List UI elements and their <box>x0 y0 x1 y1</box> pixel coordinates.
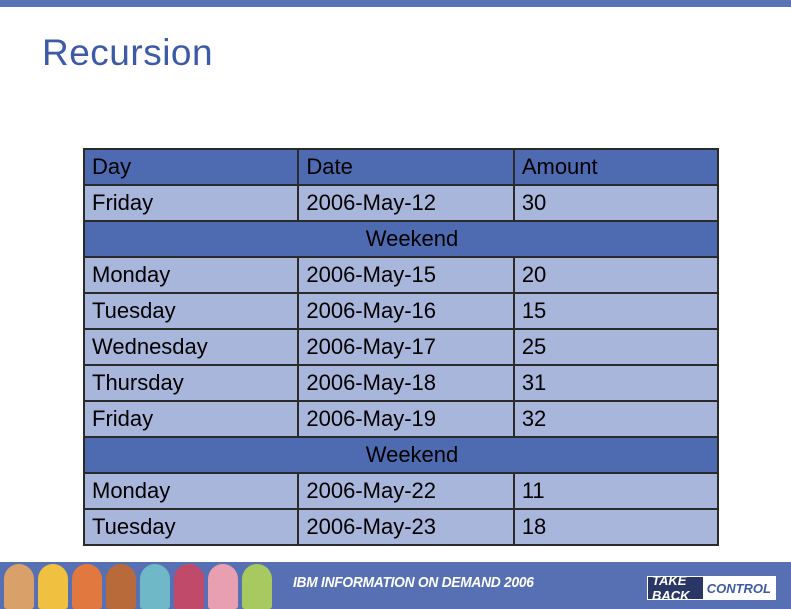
person-photo <box>38 564 68 609</box>
amount-cell: 31 <box>514 365 718 401</box>
day-cell: Tuesday <box>84 509 298 545</box>
date-cell: 2006-May-23 <box>298 509 513 545</box>
take-back-control-logo <box>647 573 776 603</box>
day-cell: Monday <box>84 257 298 293</box>
table-row <box>84 329 718 365</box>
logo-right-text: CONTROL <box>703 577 775 599</box>
date-cell: 2006-May-16 <box>298 293 513 329</box>
amount-cell: 11 <box>514 473 718 509</box>
event-name: IBM INFORMATION ON DEMAND 2006 <box>293 574 534 591</box>
header-date: Date <box>298 149 513 185</box>
data-table <box>83 148 719 546</box>
day-cell: Wednesday <box>84 329 298 365</box>
weekend-label: Weekend <box>84 437 718 473</box>
day-cell: Monday <box>84 473 298 509</box>
weekend-separator-row <box>84 221 718 257</box>
amount-cell: 20 <box>514 257 718 293</box>
table-row <box>84 401 718 437</box>
person-photo <box>4 564 34 609</box>
date-cell: 2006-May-22 <box>298 473 513 509</box>
slide-title: Recursion <box>42 32 214 73</box>
top-accent-bar <box>0 0 791 7</box>
table-row <box>84 185 718 221</box>
weekend-label: Weekend <box>84 221 718 257</box>
day-cell: Thursday <box>84 365 298 401</box>
table-header-row <box>84 149 718 185</box>
amount-cell: 15 <box>514 293 718 329</box>
date-cell: 2006-May-18 <box>298 365 513 401</box>
table-row <box>84 293 718 329</box>
weekend-separator-row <box>84 437 718 473</box>
footer-banner <box>0 562 791 609</box>
date-cell: 2006-May-17 <box>298 329 513 365</box>
person-photo <box>72 564 102 609</box>
person-photo <box>174 564 204 609</box>
amount-cell: 18 <box>514 509 718 545</box>
person-photo <box>242 564 272 609</box>
person-photo <box>208 564 238 609</box>
day-cell: Tuesday <box>84 293 298 329</box>
date-cell: 2006-May-15 <box>298 257 513 293</box>
header-day: Day <box>84 149 298 185</box>
logo-left-text: TAKE BACK <box>648 577 703 599</box>
day-cell: Friday <box>84 185 298 221</box>
amount-cell: 30 <box>514 185 718 221</box>
date-cell: 2006-May-12 <box>298 185 513 221</box>
people-photo-strip <box>0 562 280 609</box>
header-amount: Amount <box>514 149 718 185</box>
table-row <box>84 365 718 401</box>
person-photo <box>106 564 136 609</box>
table-row <box>84 257 718 293</box>
date-cell: 2006-May-19 <box>298 401 513 437</box>
table-row <box>84 509 718 545</box>
person-photo <box>140 564 170 609</box>
day-cell: Friday <box>84 401 298 437</box>
table-row <box>84 473 718 509</box>
amount-cell: 32 <box>514 401 718 437</box>
amount-cell: 25 <box>514 329 718 365</box>
